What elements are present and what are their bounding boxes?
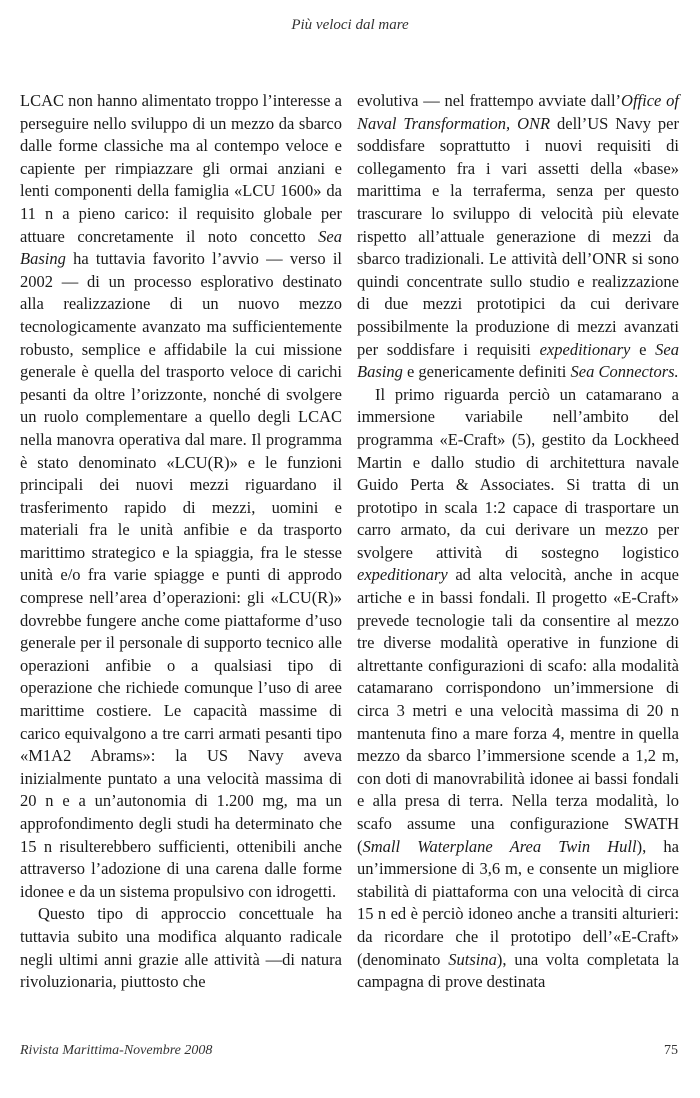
paragraph-text: dell’US Navy per soddisfare soprattutto i nuovi requisiti di collegamento fra i vari assetti della «base» marittima e la terraferma, senza per questo trascurare lo sviluppo di velocità più elevate rispetto all’attuale generazione di mezzi da sbarco tradizionali. Le attività dell’ONR si sono quindi concentrate sullo studio e realizzazione di due mezzi prototipici da cui derivare possibilmente la produzione di mezzi avanzati per soddisfare i requisiti xyxy=(357,113,679,359)
emphasis-text: expeditionary xyxy=(357,565,448,585)
paragraph-text: e xyxy=(630,339,656,359)
paragraph-text: Questo tipo di approccio concettuale ha tuttavia subito una modifica alquanto radicale negli ultimi anni grazie alle attività —di natura rivoluzionaria, piuttosto che xyxy=(20,904,342,992)
paragraph-text: e genericamente definiti xyxy=(402,362,571,382)
paragraph xyxy=(357,90,679,384)
paragraph-text: LCAC non hanno alimentato troppo l’interesse a perseguire nello sviluppo di un mezzo da sbarco dalle forme classiche ma al contempo veloce e capiente per rimpiazzare gli ormai anziani e lenti componenti della famiglia «LCU 1600» da 11 n a pieno carico: il requisito globale per attuare concretamente il noto concetto xyxy=(20,91,342,246)
emphasis-text: Sea Basing xyxy=(357,339,679,382)
emphasis-text: Small Waterplane Area Twin Hull xyxy=(362,836,637,856)
journal-citation: Rivista Marittima-Novembre 2008 xyxy=(20,1043,213,1058)
paragraph-text: ad alta velocità, anche in acque artiche e in bassi fondali. Il progetto «E-Craft» prevede tecnologie tali da consentire al mezzo tre diverse modalità operative in funzione di altrettante configurazioni di scafo: alla modalità catamarano corrispondono un’immersione di circa 3 metri e una velocità massima di 20 n mantenuta fino a mare forza 4, mentre in quella mezzo da sbarco l’immersione scende a 1,2 m, con doti di manovrabilità idonee ai bassi fondali e alla presa di terra. Nella terza modalità, lo scafo assume una configurazione SWATH ( xyxy=(357,565,679,856)
paragraph-text: evolutiva — nel frattempo avviate dall’ xyxy=(357,91,622,110)
paragraph-text: ), ha un’immersione di 3,6 m, e consente un migliore stabilità di piattaforma con una velocità di circa 15 n ed è perciò idoneo anche a transiti alturieri: da ricordare che il prototipo dell’«E-Craft» (denominato xyxy=(357,836,679,969)
emphasis-text: Sea Connectors. xyxy=(570,362,679,382)
paragraph xyxy=(357,384,679,994)
paragraph-text: ha tuttavia favorito l’avvio — verso il 2002 — di un processo esplorativo destinato alla realizzazione di un nuovo mezzo tecnologicamente avanzato ma sufficientemente robusto, semplice e affidabile la cui missione generale è quella del trasporto veloce di carichi pesanti da oltre l’orizzonte, nonché di svolgere un ruolo complementare a quello degli LCAC nella manovra operativa dal mare. Il programma è stato denominato «LCU(R)» e le funzioni principali dei nuovi mezzi riguardano il trasferimento rapido di mezzi, uomini e materiali fra le unità anfibie e da trasporto marittimo strategico e la spiaggia, fra le stesse unità e/o fra varie spiagge e punti di approdo comprese nell’area d’operazioni: gli «LCU(R)» dovrebbe fungere anche come piattaforme d’uso generale per il personale di supporto tecnico alle operazioni anfibie o a qualsiasi tipo di operazione che richiede comunque l’uso di aree marittime costiere. Le capacità massime di carico equivalgono a tre carri armati pesanti tipo «M1A2 Abrams»: la US Navy aveva inizialmente puntato a una velocità massima di 20 n e a un’autonomia di 1.200 mg, ma un approfondimento degli studi ha determinato che 15 n risulterebbero sufficienti, ottenibili anche attraverso l’adozione di una carena dalle forme idonee e da un sistema propulsivo con idrogetti. xyxy=(20,249,342,901)
emphasis-text: Office of Naval Transformation, ONR xyxy=(357,91,679,133)
left-column xyxy=(20,90,342,994)
page-number: 75 xyxy=(664,1043,678,1058)
paragraph-text: Il primo riguarda perciò un catamarano a immersione variabile nell’ambito del programma «E-Craft» (5), gestito da Lockheed Martin e dallo studio di architettura navale Guido Perta & Associates. Si tratta di un prototipo in scala 1:2 capace di trasportare un carro armato, da cui derivare un mezzo per svolgere attività di sostegno logistico xyxy=(357,384,679,562)
paragraph xyxy=(20,903,342,993)
paragraph-text: ), una volta completata la campagna di prove destinata xyxy=(357,949,679,992)
right-column xyxy=(357,90,679,994)
running-title: Più veloci dal mare xyxy=(291,17,409,33)
paragraph xyxy=(20,90,342,903)
emphasis-text: Sea Basing xyxy=(20,226,342,269)
emphasis-text: Sutsina xyxy=(448,949,497,969)
emphasis-text: expeditionary xyxy=(539,339,631,359)
